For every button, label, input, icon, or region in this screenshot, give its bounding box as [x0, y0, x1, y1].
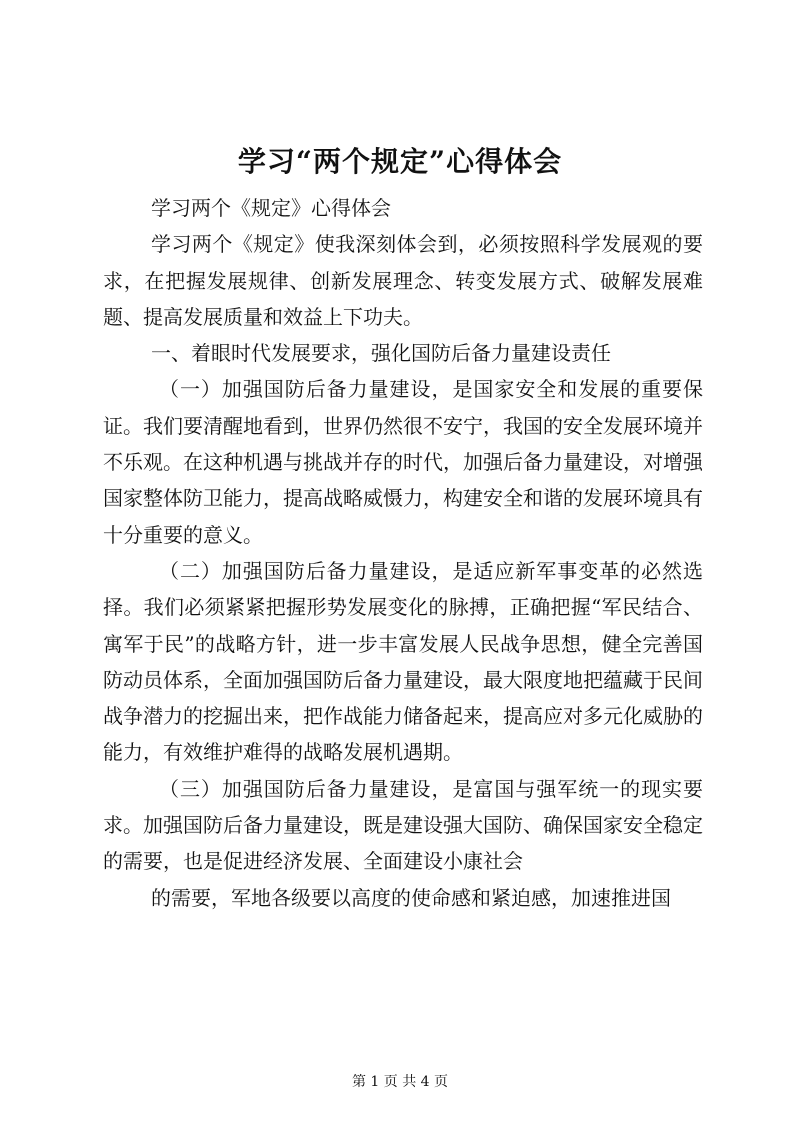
paragraph-point-3: （三）加强国防后备力量建设，是富国与强军统一的现实要求。加强国防后备力量建设，既是建设强大国防、确保国家安全稳定的需要，也是促进经济发展、全面建设小康社会: [103, 776, 703, 874]
document-body: [103, 190, 703, 916]
paragraph-subtitle: 学习两个《规定》心得体会: [151, 196, 391, 220]
paragraph-point-2: （二）加强国防后备力量建设，是适应新军事变革的必然选择。我们必须紧紧把握形势发展变化的脉搏，正确把握“军民结合、寓军于民”的战略方针，进一步丰富发展人民战争思想，健全完善国防动员体系，全面加强国防后备力量建设，最大限度地把蕴藏于民间战争潜力的挖掘出来，把作战能力储备起来，提高应对多元化威胁的能力，有效维护难得的战略发展机遇期。: [103, 558, 703, 765]
paragraph-section-heading: 一、着眼时代发展要求，强化国防后备力量建设责任: [151, 341, 611, 366]
paragraph-point-1: （一）加强国防后备力量建设，是国家安全和发展的重要保证。我们要清醒地看到，世界仍然很不安宁，我国的安全发展环境并不乐观。在这种机遇与挑战并存的时代，加强后备力量建设，对增强国家整体防卫能力，提高战略威慑力，构建安全和谐的发展环境具有十分重要的意义。: [103, 377, 703, 547]
document-title: 学习“两个规定”心得体会: [237, 145, 563, 178]
paragraph-intro: 学习两个《规定》使我深刻体会到，必须按照科学发展观的要求，在把握发展规律、创新发展理念、转变发展方式、破解发展难题、提高发展质量和效益上下功夫。: [103, 232, 703, 329]
page-footer: 第 1 页 共 4 页: [351, 1074, 449, 1090]
paragraph-continuation: 的需要，军地各级要以高度的使命感和紧迫感，加速推进国: [151, 885, 671, 910]
